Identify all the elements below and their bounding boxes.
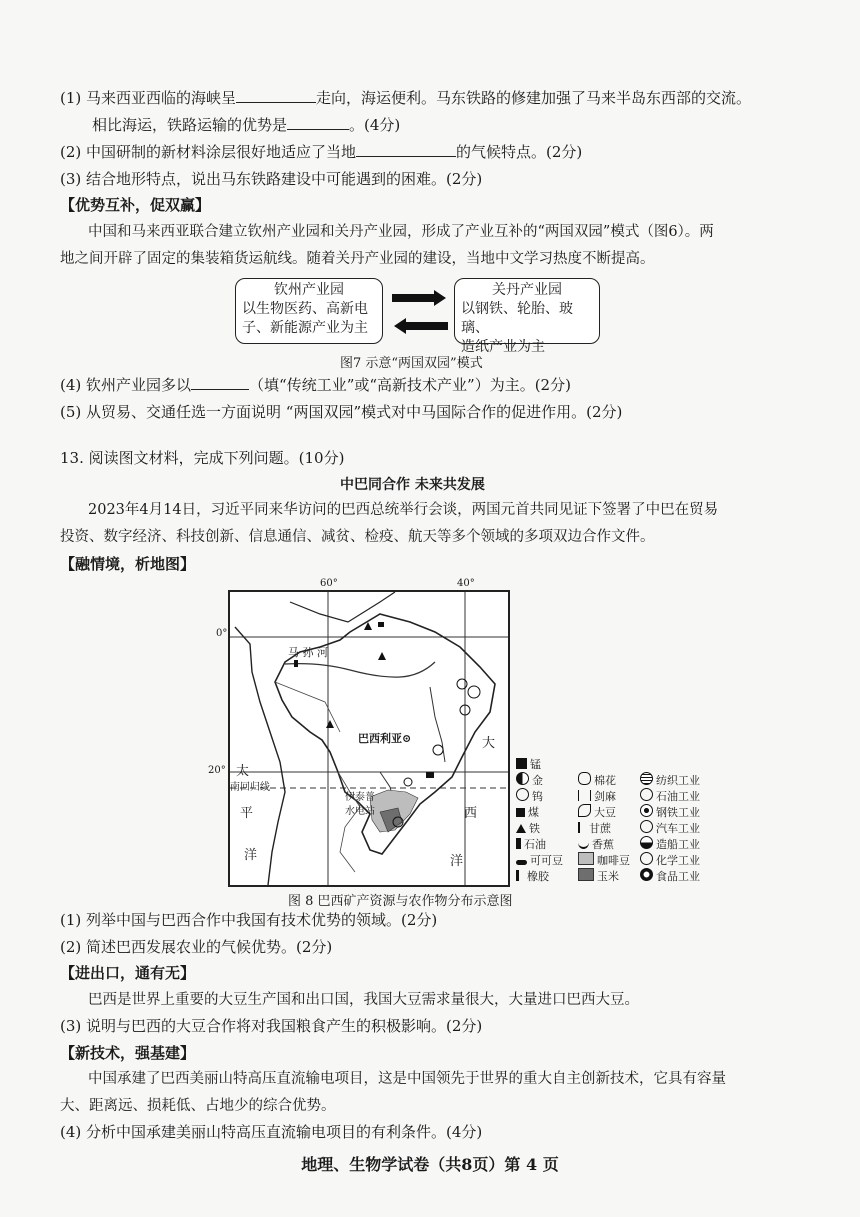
river-label: 马 孙 河 (288, 646, 328, 659)
q12-part1: (1) 马来西亚西临的海峡呈 走向，海运便利。马东铁路的修建加强了马来半岛东西部的交流。 (60, 89, 752, 107)
ocean-label: 大 (482, 736, 496, 751)
box-text: 以生物医药、高新电 (242, 301, 368, 317)
q13-part3: (3) 说明与巴西的大豆合作将对我国粮食产生的积极影响。(2分) (60, 1017, 483, 1035)
cocoa-icon (516, 860, 527, 865)
legend-item: 汽车工业 (640, 820, 700, 836)
legend-item: 石油 (516, 836, 546, 852)
brazil-map (228, 590, 510, 887)
sugarcane-icon (578, 822, 586, 833)
q12-part3: (3) 结合地形特点，说出马东铁路建设中可能遇到的困难。(2分) (60, 170, 483, 188)
box-text: 以钢铁、轮胎、玻璃、 (461, 301, 573, 336)
paragraph: 2023年4月14日，习近平同来华访问的巴西总统举行会谈，两国元首共同见证下签署了中巴在贸易 (88, 502, 719, 518)
longitude-label: 60° (320, 578, 338, 589)
section-title: 【优势互补，促双赢】 (60, 196, 211, 214)
q12-part5: (5) 从贸易、交通任选一方面说明 “两国双园”模式对中马国际合作的促进作用。(2分) (60, 403, 623, 421)
answer-blank[interactable] (287, 115, 349, 130)
legend-item: 可可豆 (516, 852, 563, 868)
box-text: 造纸产业为主 (461, 339, 545, 355)
ocean-label: 洋 (450, 854, 464, 869)
paragraph: 地之间开辟了固定的集装箱货运航线。随着关丹产业园的建设，当地中文学习热度不断提高。 (60, 251, 655, 267)
paragraph: 中国承建了巴西美丽山特高压直流输电项目，这是中国领先于世界的重大自主创新技术，它具有容量 (88, 1071, 726, 1087)
chemical-industry-icon (640, 852, 653, 865)
capital-label: 巴西利亚⊙ (358, 732, 412, 745)
ocean-label: 洋 (244, 848, 258, 863)
coal-icon (516, 808, 525, 817)
q12-part2: (2) 中国研制的新材料涂层很好地适应了当地 的气候特点。(2分) (60, 143, 583, 161)
tungsten-icon (516, 788, 529, 801)
ocean-label: 西 (464, 806, 478, 821)
iron-icon (516, 824, 526, 833)
oil-icon (516, 838, 521, 849)
dam-label: 伊泰普 (345, 792, 375, 803)
material-title: 中巴同合作 未来共发展 (340, 477, 485, 493)
textile-industry-icon (640, 772, 653, 785)
figure-caption: 图 8 巴西矿产资源与农作物分布示意图 (288, 894, 513, 909)
banana-icon (578, 836, 589, 849)
sisal-icon (578, 790, 591, 801)
food-industry-icon (640, 868, 653, 881)
answer-blank[interactable] (236, 88, 316, 103)
gold-icon (516, 772, 529, 785)
legend-item: 钨 (516, 788, 543, 804)
q12-part1-cont: 相比海运，铁路运输的优势是 。(4分) (92, 116, 401, 134)
petroleum-industry-icon (640, 788, 653, 801)
legend-item: 金 (516, 772, 543, 788)
arrows-icon (388, 288, 452, 338)
legend-item: 钢铁工业 (640, 804, 700, 820)
paragraph: 大、距离远、损耗低、占地少的综合优势。 (60, 1098, 336, 1114)
q13-part4: (4) 分析中国承建美丽山特高压直流输电项目的有利条件。(4分) (60, 1123, 483, 1141)
section-title: 【新技术，强基建】 (60, 1044, 196, 1062)
q12-part4: (4) 钦州产业园多以 （填“传统工业”或“高新技术产业”）为主。(2分) (60, 376, 571, 394)
tropic-label: 南回归线 (230, 782, 270, 793)
longitude-label: 40° (457, 578, 475, 589)
legend-item: 香蕉 (578, 836, 614, 852)
qinzhou-park-box (235, 278, 383, 344)
corn-area-icon (578, 868, 594, 881)
box-title: 关丹产业园 (492, 282, 562, 298)
cotton-icon (578, 772, 591, 785)
legend-item: 纺织工业 (640, 772, 700, 788)
legend-item: 食品工业 (640, 868, 700, 884)
legend-item: 造船工业 (640, 836, 700, 852)
auto-industry-icon (640, 820, 653, 833)
paragraph: 巴西是世界上重要的大豆生产国和出口国，我国大豆需求量很大，大量进口巴西大豆。 (88, 992, 639, 1008)
ocean-label: 平 (240, 806, 254, 821)
steel-industry-icon (640, 804, 653, 817)
q13-part2: (2) 简述巴西发展农业的气候优势。(2分) (60, 938, 333, 956)
q13-stem: 13. 阅读图文材料，完成下列问题。(10分) (60, 449, 345, 467)
section-title: 【进出口，通有无】 (60, 964, 196, 982)
latitude-label: 0° (216, 628, 228, 639)
legend-item: 咖啡豆 (578, 852, 630, 868)
legend-item: 煤 (516, 804, 539, 820)
page-footer: 地理、生物学试卷（共8页）第 4 页 (301, 1155, 559, 1174)
legend-item: 铁 (516, 820, 540, 836)
dam-label: 水电站 (345, 806, 375, 817)
legend-item: 石油工业 (640, 788, 700, 804)
latitude-label: 20° (208, 765, 226, 776)
legend-item: 棉花 (578, 772, 616, 788)
legend-item: 橡胶 (516, 868, 549, 884)
figure-caption: 图7 示意“两国双园”模式 (340, 356, 483, 371)
section-title: 【融情境，析地图】 (60, 555, 196, 573)
answer-blank[interactable] (191, 375, 249, 390)
legend-item: 甘蔗 (578, 820, 611, 836)
manganese-icon (516, 758, 527, 769)
q13-part1: (1) 列举中国与巴西合作中我国有技术优势的领域。(2分) (60, 911, 438, 929)
paragraph: 投资、数字经济、科技创新、信息通信、减贫、检疫、航天等多个领域的多项双边合作文件。 (60, 529, 655, 545)
box-text: 子、新能源产业为主 (242, 320, 368, 336)
legend-item: 锰 (516, 756, 541, 772)
rubber-icon (516, 870, 524, 881)
coffee-area-icon (578, 852, 594, 865)
legend-item: 玉米 (578, 868, 619, 884)
shipbuilding-industry-icon (640, 836, 653, 849)
legend-item: 化学工业 (640, 852, 700, 868)
ocean-label: 太 (236, 764, 250, 779)
kuantan-park-box (454, 278, 600, 355)
legend-item: 剑麻 (578, 788, 616, 804)
paragraph: 中国和马来西亚联合建立钦州产业园和关丹产业园，形成了产业互补的“两国双园”模式（图6）。两 (88, 224, 714, 240)
answer-blank[interactable] (356, 142, 456, 157)
box-title: 钦州产业园 (274, 282, 344, 298)
legend-item: 大豆 (578, 804, 616, 820)
soybean-icon (578, 804, 591, 817)
